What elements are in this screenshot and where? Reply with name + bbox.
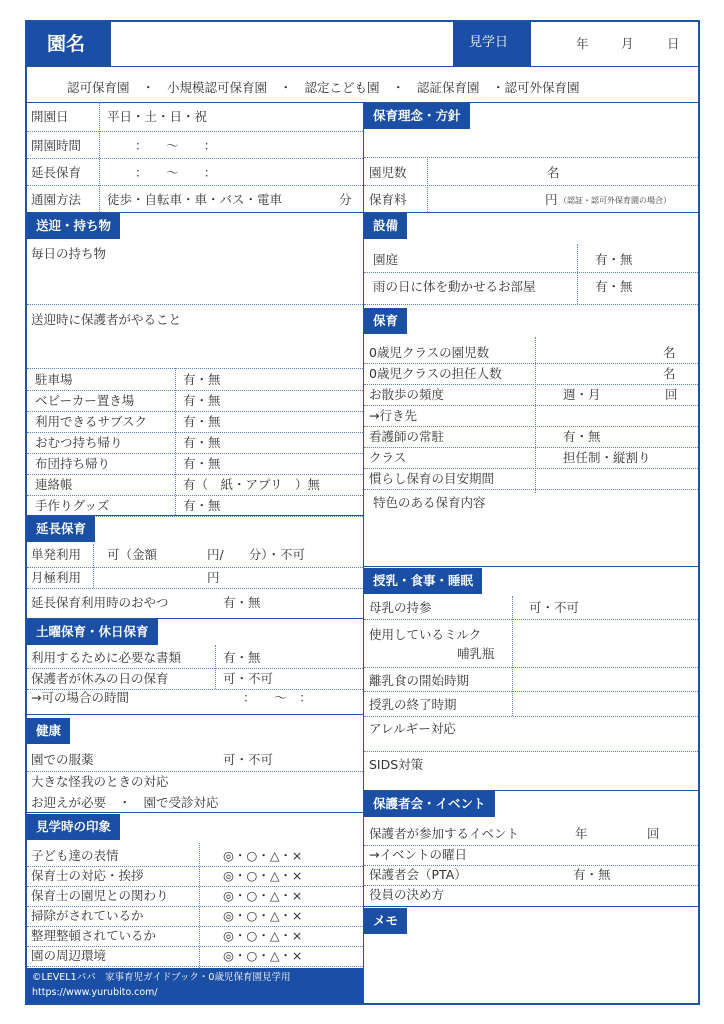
impression-row-value-3[interactable]: ◎・○・△・× [223, 908, 303, 923]
feeding-section-tag: 授乳・食事・睡眠 [364, 568, 482, 594]
monthly-use-value[interactable]: 円 [207, 570, 220, 585]
injury-value[interactable]: お迎えが必要 ・ 園で受診対応 [31, 795, 219, 810]
visit-day: 日 [667, 36, 680, 51]
extended-label: 延長保育 [31, 165, 82, 180]
open-days-value[interactable]: 平日・土・日・祝 [107, 109, 208, 124]
pickup-row-label-5: 連絡帳 [35, 477, 73, 492]
impression-section-tag: 見学時の印象 [27, 814, 120, 840]
weaning-label: 離乳食の開始時期 [369, 673, 470, 688]
commute-label: 通園方法 [31, 192, 82, 207]
care-row-label-0: 0歳児クラスの園児数 [369, 345, 490, 360]
breastmilk-label: 母乳の持参 [369, 600, 432, 615]
weekend-docs-label: 利用するために必要な書類 [31, 650, 182, 665]
weekend-parent-off-value[interactable]: 可・不可 [223, 671, 274, 686]
event-day-label: →イベントの曜日 [369, 847, 467, 862]
facility-types[interactable]: 認可保育園 ・ 小規模認可保育園 ・ 認定こども園 ・ 認証保育園 ・認可外保育園 [67, 80, 580, 95]
pickup-row-value-2[interactable]: 有・無 [183, 414, 221, 429]
open-days-label: 開園日 [31, 109, 69, 124]
hours-label: 開園時間 [31, 138, 82, 153]
pickup-row-label-1: ベビーカー置き場 [35, 393, 135, 408]
care-row-value-5[interactable]: 担任制・縦割り [563, 450, 651, 465]
allergy-label: アレルギー対応 [369, 721, 456, 736]
weekend-section-tag: 土曜保育・休日保育 [27, 619, 158, 645]
pickup-row-value-6[interactable]: 有・無 [183, 498, 221, 513]
commute-value[interactable]: 徒歩・自転車・車・バス・電車 [107, 192, 283, 207]
pickup-row-value-5[interactable]: 有（ 紙・アプリ ）無 [183, 477, 321, 492]
event-unit: 回 [647, 826, 660, 841]
impression-row-label-2: 保育士の園児との関わり [31, 888, 169, 903]
impression-row-value-4[interactable]: ◎・○・△・× [223, 928, 303, 943]
impression-row-label-0: 子ども達の表情 [31, 848, 119, 863]
breastmilk-value[interactable]: 可・不可 [529, 600, 580, 615]
care-row-value-1[interactable]: 名 [663, 366, 676, 381]
impression-row-label-4: 整理整頓されているか [31, 928, 157, 943]
garden-label: 園庭 [373, 252, 399, 267]
visit-year: 年 [576, 36, 589, 51]
bottle-label: 哺乳瓶 [457, 646, 495, 661]
impression-row-value-5[interactable]: ◎・○・△・× [223, 948, 303, 963]
care-row-value-0[interactable]: 名 [663, 345, 676, 360]
medication-label: 園での服薬 [31, 752, 94, 767]
visit-date-label: 見学日 [469, 35, 509, 50]
parents-section-tag: 保護者会・イベント [364, 791, 495, 817]
weekend-time-label: →可の場合の時間 [31, 690, 129, 705]
memo-area[interactable] [364, 934, 698, 1003]
indoor-room-value[interactable]: 有・無 [595, 279, 633, 294]
impression-row-value-2[interactable]: ◎・○・△・× [223, 888, 303, 903]
single-use-value[interactable]: 可（金額 円/ 分）・不可 [107, 547, 305, 562]
pickup-row-value-4[interactable]: 有・無 [183, 456, 221, 471]
footer-credit: ©LEVEL1パパ 家事育児ガイドブック・0歳児保育園見学用 [32, 972, 291, 983]
weekend-parent-off-label: 保護者が休みの日の保育 [31, 671, 169, 686]
memo-section-tag: メモ [364, 908, 407, 934]
sids-label: SIDS対策 [369, 757, 424, 772]
fee-note: （認証・認可外保育園の場合） [559, 196, 671, 205]
pickup-row-value-1[interactable]: 有・無 [183, 393, 221, 408]
pickup-row-label-0: 駐車場 [35, 372, 73, 387]
fee-unit: 円 [545, 192, 558, 207]
parent-tasks-label: 送迎時に保護者がやること [31, 312, 182, 327]
care-row-label-2: お散歩の頻度 [369, 387, 445, 402]
pickup-row-value-0[interactable]: 有・無 [183, 372, 221, 387]
children-count-unit: 名 [547, 165, 560, 180]
injury-label: 大きな怪我のときの対応 [31, 774, 169, 789]
impression-row-label-5: 園の周辺環境 [31, 948, 107, 963]
impression-row-label-1: 保育士の対応・挨拶 [31, 868, 144, 883]
snack-label: 延長保育利用時のおやつ [31, 595, 169, 610]
garden-value[interactable]: 有・無 [595, 252, 633, 267]
single-use-label: 単発利用 [31, 547, 82, 562]
care-row-value-2[interactable]: 週・月 [563, 387, 601, 402]
care-row-label-6: 慣らし保育の目安期間 [369, 471, 495, 486]
monthly-use-label: 月極利用 [31, 570, 82, 585]
nursing-end-label: 授乳の終了時期 [369, 697, 457, 712]
impression-row-value-1[interactable]: ◎・○・△・× [223, 868, 303, 883]
hours-value[interactable]: ： 〜 ： [135, 138, 217, 153]
pickup-section-tag: 送迎・持ち物 [27, 213, 120, 239]
indoor-room-label: 雨の日に体を動かせるお部屋 [373, 279, 536, 294]
medication-value[interactable]: 可・不可 [223, 752, 274, 767]
daily-items-label: 毎日の持ち物 [31, 246, 107, 261]
care-row-label-4: 看護師の常駐 [369, 429, 445, 444]
footer-url[interactable]: https://www.yurubito.com/ [32, 987, 158, 998]
name-title: 園名 [47, 33, 86, 55]
care-section-tag: 保育 [364, 308, 407, 334]
pickup-row-label-3: おむつ持ち帰り [35, 435, 123, 450]
milk-label: 使用しているミルク [369, 627, 482, 642]
event-year[interactable]: 年 [575, 826, 588, 841]
care-row-label-1: 0歳児クラスの担任人数 [369, 366, 502, 381]
visit-month: 月 [621, 36, 634, 51]
officer-label: 役員の決め方 [369, 887, 445, 902]
care-row-unit-2: 回 [665, 387, 678, 402]
snack-value[interactable]: 有・無 [223, 595, 261, 610]
impression-row-label-3: 掃除がされているか [31, 908, 144, 923]
care-row-value-4[interactable]: 有・無 [563, 429, 601, 444]
pickup-row-label-6: 手作りグッズ [35, 498, 110, 513]
pta-label: 保護者会（PTA） [369, 867, 467, 882]
fee-label: 保育料 [369, 192, 407, 207]
health-section-tag: 健康 [27, 718, 70, 744]
weekend-time-value[interactable]: ： 〜 ： [243, 690, 312, 705]
children-count-label: 園児数 [369, 165, 407, 180]
care-special-label: 特色のある保育内容 [373, 495, 486, 510]
pta-value[interactable]: 有・無 [573, 867, 611, 882]
checklist-sheet [25, 20, 700, 1005]
ext-section-tag: 延長保育 [27, 516, 95, 542]
pickup-row-value-3[interactable]: 有・無 [183, 435, 221, 450]
name-field[interactable] [111, 22, 453, 66]
facility-section-tag: 設備 [364, 213, 407, 239]
extended-value[interactable]: ： 〜 ： [135, 165, 217, 180]
policy-section-tag: 保育理念・方針 [364, 103, 470, 129]
event-label: 保護者が参加するイベント [369, 826, 520, 841]
care-row-label-5: クラス [369, 450, 407, 465]
pickup-row-label-4: 布団持ち帰り [35, 456, 111, 471]
impression-row-value-0[interactable]: ◎・○・△・× [223, 848, 303, 863]
weekend-docs-value[interactable]: 有・無 [223, 650, 261, 665]
care-row-label-3: →行き先 [369, 408, 417, 423]
commute-unit: 分 [339, 192, 352, 207]
pickup-row-label-2: 利用できるサブスク [35, 414, 148, 429]
